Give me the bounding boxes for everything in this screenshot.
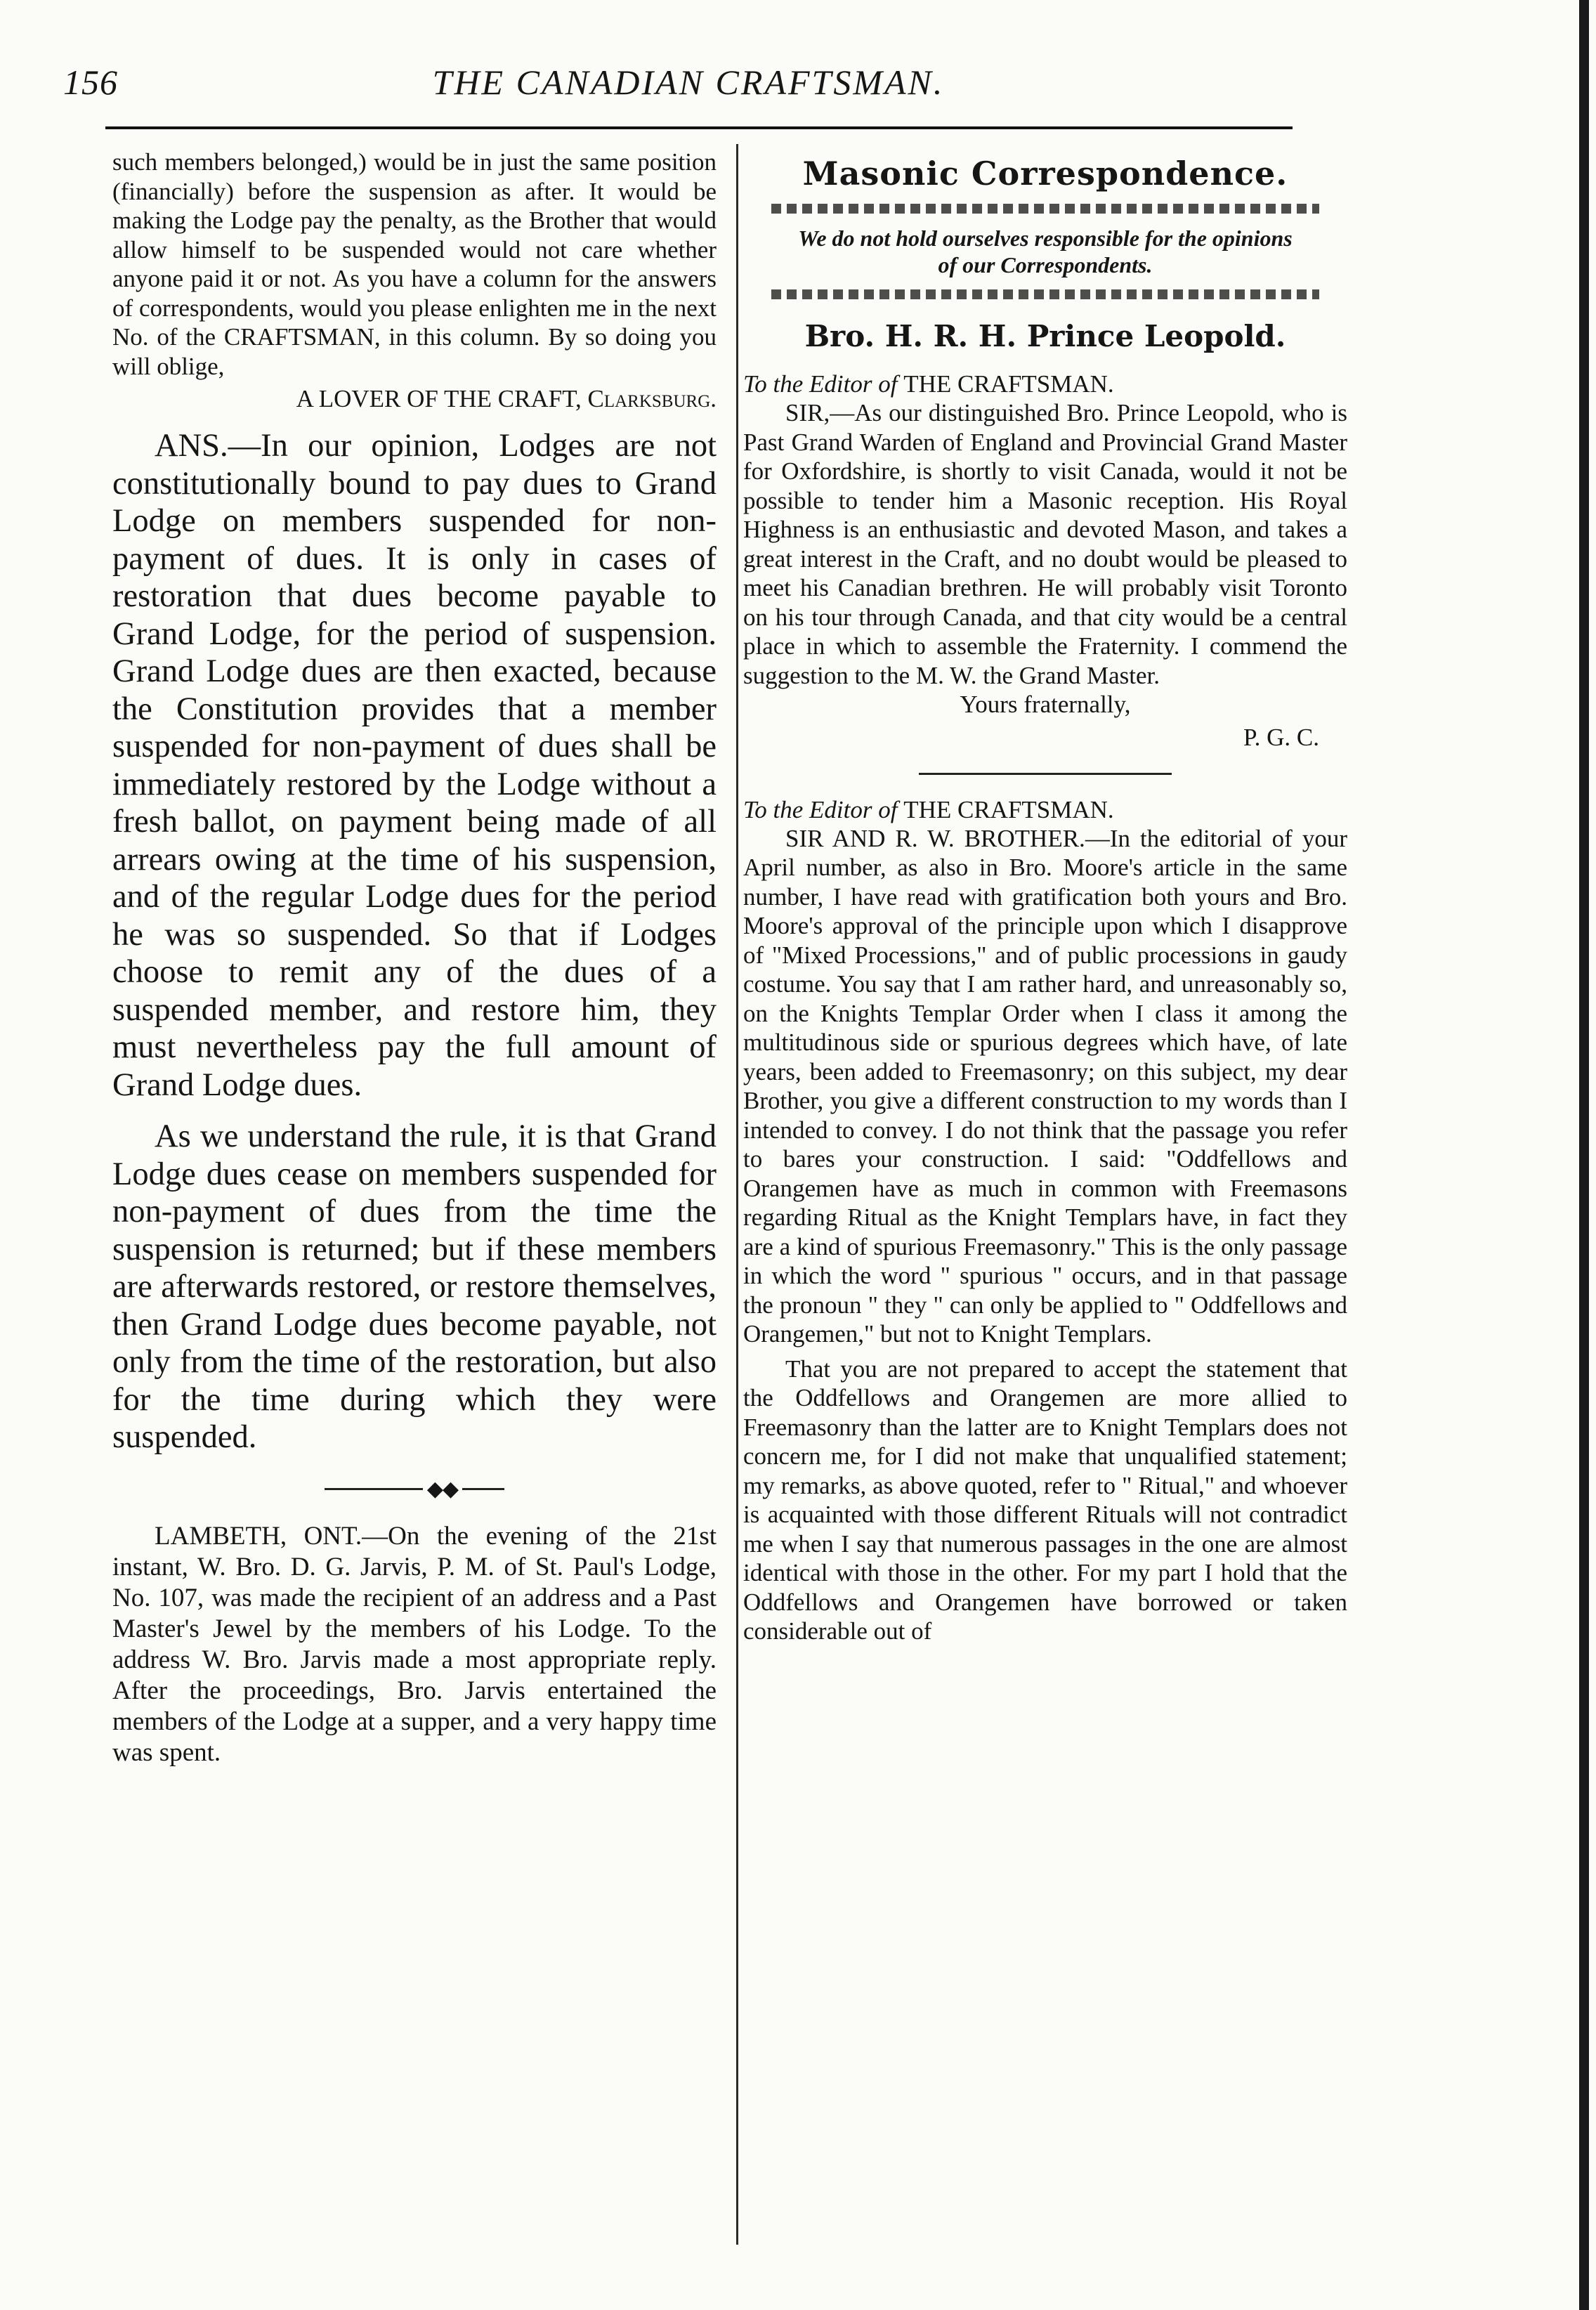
salutation-1-prefix: To the Editor of	[743, 370, 898, 398]
page-edge-shadow	[1579, 0, 1589, 2310]
header-rule	[105, 126, 1293, 129]
lambeth-place: LAMBETH, ONT.	[155, 1522, 362, 1551]
letter-signature: A LOVER OF THE CRAFT, Clarksburg.	[296, 385, 717, 412]
wavy-rule-top	[771, 204, 1319, 214]
letter-subject: Bro. H. R. H. Prince Leopold.	[804, 319, 1286, 353]
right-column	[743, 148, 1347, 1646]
salutation-2	[743, 796, 1347, 824]
section-title: Masonic Correspondence.	[802, 155, 1288, 192]
disclaimer-line-2: of our Correspondents.	[938, 252, 1153, 278]
salutation-1	[743, 370, 1347, 398]
letter-1-signature: P. G. C.	[1243, 723, 1319, 751]
letter-2-paragraph-2: That you are not prepared to accept the statement that the Oddfellows and Orangemen are more allied to Freemasonry than the latter are to Knight Templars does not concern me, for I did not make that unqualified statement; my remarks, as above quoted, refer to " Ritual," and whoever is acquainted with those different Rituals will not contradict me when I say that numerous passages in the one are almost identical with those in the other. For my part I hold that the Oddfellows and Orangemen have borrowed or taken considerable out of	[743, 1355, 1347, 1645]
salutation-2-prefix: To the Editor of	[743, 795, 898, 823]
letter-1-body: SIR,—As our distinguished Bro. Prince Leopold, who is Past Grand Warden of England and Provincial Grand Master for Oxfordshire, is shortly to visit Canada, would it not be possible to tender him a Masonic reception. His Royal Highness is an enthusiastic and devoted Mason, and takes a great interest in the Craft, and no doubt would be pleased to meet his Canadian brethren. He will probably visit Toronto on his tour through Canada, and that city would be a central place in which to assemble the Fraternity. I commend the suggestion to the M. W. the Grand Master.	[743, 399, 1347, 689]
letter-2-lead: SIR AND R. W. BROTHER.	[785, 824, 1085, 852]
letter-2-paragraph-1	[743, 824, 1347, 1349]
salutation-1-publication: THE CRAFTSMAN.	[903, 370, 1114, 398]
answer-paragraph-2: As we understand the rule, it is that Grand Lodge dues cease on members suspended for non-payment of dues from the time the suspension is returned; but if these members are afterwards restored, or restore themselves, then Grand Lodge dues become payable, not only from the time of the restoration, but also for the time during which they were suspended.	[112, 1118, 717, 1455]
disclaimer-line-1: We do not hold ourselves responsible for the opinions	[798, 226, 1293, 251]
answer-paragraph-1: ANS.—In our opinion, Lodges are not constitutionally bound to pay dues to Grand Lodge on members suspended for non-payment of dues. It is only in cases of restoration that dues become payable to Grand Lodge, for the period of suspension. Grand Lodge dues are then exacted, because the Constitution provides that a member suspended for non-payment of dues shall be immediately restored by the Lodge without a fresh ballot, on payment being made of all arrears owing at the time of his suspension, and of the regular Lodge dues for the period he was so suspended. So that if Lodges choose to remit any of the dues of a suspended member, and restore him, they must nevertheless pay the full amount of Grand Lodge dues.	[112, 428, 717, 1103]
column-divider	[736, 144, 738, 2245]
wavy-rule-bottom	[771, 289, 1319, 299]
letter-1-closing: Yours fraternally,	[960, 691, 1131, 718]
left-column	[112, 148, 717, 1768]
section-ornament: ◆◆	[112, 1476, 717, 1502]
page-number: 156	[63, 63, 118, 102]
disclaimer	[743, 225, 1347, 278]
salutation-2-publication: THE CRAFTSMAN.	[903, 795, 1114, 823]
page-header	[63, 62, 1314, 111]
letter-continuation: such members belonged,) would be in just the same position (financially) before the suspension as after. It would be making the Lodge pay the penalty, as the Brother that would allow himself to be suspended would not care whether anyone paid it or not. As you have a column for the answers of correspondents, would you please enlighten me in the next No. of the CRAFTSMAN, in this column. By so doing you will oblige,	[112, 148, 717, 380]
letter-separator	[919, 773, 1172, 775]
running-title: THE CANADIAN CRAFTSMAN.	[432, 63, 945, 102]
lambeth-text: —On the evening of the 21st instant, W. Bro. D. G. Jarvis, P. M. of St. Paul's Lodge, No. 107, was made the recipient of an address and a Past Master's Jewel by the members of his Lodge. To the address W. Bro. Jarvis made a most appropriate reply. After the proceedings, Bro. Jarvis entertained the members of the Lodge at a supper, and a very happy time was spent.	[112, 1522, 717, 1768]
letter-2-text: —In the editorial of your April number, as also in Bro. Moore's article in the same number, I have read with gratification both yours and Bro. Moore's approval of the principle upon which I disapprove of "Mixed Processions," and of public processions in gaudy costume. You say that I am rather hard, and unreasonably so, on the Knights Templar Order when I class it among the multitudinous side or spurious degrees which have, of late years, been added to Freemasonry; on this subject, my dear Brother, you give a different construction to my words than I intended to convey. I do not think that the passage you refer to bares your construction. I said: "Oddfellows and Orangemen have as much in common with Freemasons regarding Ritual as the Knight Templars have, in fact they are a kind of spurious Freemasonry." This is the only passage in which the word " spurious " occurs, and in that passage the pronoun " they " can only be applied to " Oddfellows and Orangemen," but not to Knight Templars.	[743, 824, 1347, 1348]
lambeth-news	[112, 1521, 717, 1768]
